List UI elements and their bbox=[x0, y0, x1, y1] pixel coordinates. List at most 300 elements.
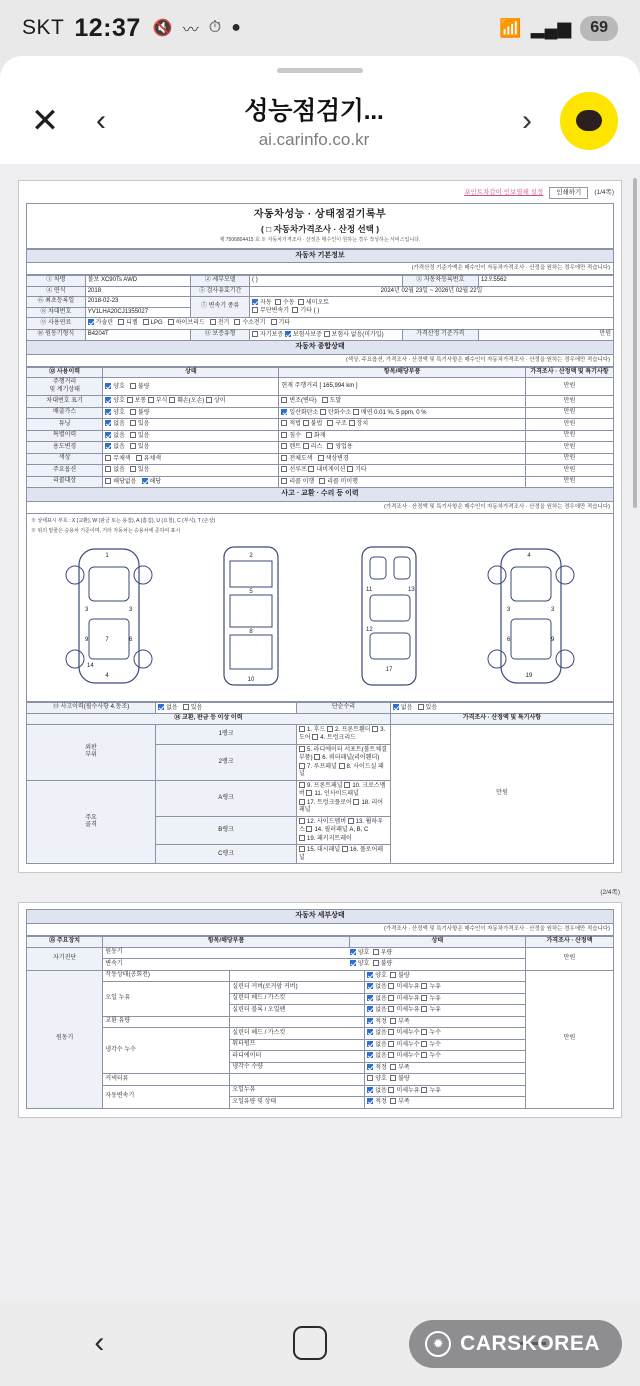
row-item bbox=[279, 453, 526, 465]
close-button[interactable] bbox=[22, 98, 68, 144]
cell-value: 2024년 02월 23일 ~ 2026년 02월 22일 bbox=[250, 286, 614, 297]
table-row bbox=[103, 971, 525, 982]
battery-badge: 69 bbox=[580, 16, 618, 41]
checkbox-option-none[interactable] bbox=[105, 466, 111, 472]
system-navigation-bar bbox=[0, 1300, 640, 1386]
checkbox-vin-corrosion[interactable] bbox=[148, 397, 154, 403]
state-label: 미세누유 bbox=[396, 1087, 420, 1094]
state-label: 누수 bbox=[429, 1041, 441, 1048]
checkbox-special-yes[interactable] bbox=[130, 432, 136, 438]
browser-sheet bbox=[0, 56, 640, 1386]
checkbox-tuning-none[interactable] bbox=[105, 420, 111, 426]
row-label: 튜닝 bbox=[27, 419, 103, 431]
legend-line-2: ※ 위의 밑줄은 승용차 기준이며, 기타 자동차는 승용차에 준하여 표시 bbox=[31, 528, 181, 535]
checkbox-oilpan-minor[interactable] bbox=[388, 1006, 394, 1012]
col-header: 상태 bbox=[349, 937, 525, 948]
document-viewport[interactable] bbox=[0, 164, 640, 1314]
svg-text:3: 3 bbox=[128, 606, 133, 613]
checkbox-vin-normal[interactable] bbox=[127, 397, 133, 403]
table-row bbox=[27, 702, 614, 714]
vertical-scrollbar[interactable] bbox=[633, 178, 637, 508]
table-header-row bbox=[27, 714, 614, 725]
checkbox-rear-panel[interactable] bbox=[353, 799, 359, 805]
checkbox-full-repaint[interactable] bbox=[281, 455, 287, 461]
state-label: 불량 bbox=[137, 383, 150, 390]
rank-label: 2랭크 bbox=[156, 744, 297, 780]
checkbox-hydrogen-label: 수소전기 bbox=[242, 320, 266, 327]
page-2-indicator: (2/4쪽) bbox=[600, 889, 620, 897]
item-state bbox=[365, 1039, 525, 1051]
document-title-note: 제 7506804415 호 ※ 자동차가격조사 · 산정은 매수인이 원하는 경우 작성하는 서비스입니다. bbox=[219, 237, 421, 244]
item-state bbox=[348, 959, 525, 970]
checkbox-good[interactable] bbox=[105, 383, 111, 389]
checkbox-structure[interactable] bbox=[327, 420, 333, 426]
checkbox-oilqty-low[interactable] bbox=[390, 1018, 396, 1024]
car-side-view-diagram bbox=[212, 541, 290, 691]
state-label: 훼손(오손) bbox=[177, 398, 205, 405]
checkbox-headgasket-leak[interactable] bbox=[421, 995, 427, 1001]
checkbox-hc[interactable] bbox=[320, 409, 326, 415]
rank-a-parts bbox=[297, 780, 391, 816]
checkbox-radiator-support[interactable] bbox=[299, 746, 305, 752]
option-label: 없음 bbox=[400, 704, 413, 711]
transmission-checks bbox=[250, 297, 614, 318]
row-item: 현재 주행거리 [ 165,994 km ] bbox=[279, 378, 526, 396]
checkbox-commercial[interactable] bbox=[327, 443, 333, 449]
row-item bbox=[279, 442, 526, 454]
state-label: 양호 bbox=[113, 409, 125, 416]
item-label: 리스 bbox=[310, 444, 323, 451]
col-header: 가격조사 · 산정액 및 특기사항 bbox=[390, 714, 613, 725]
item-label: 선루프 bbox=[289, 467, 307, 474]
checkbox-flood[interactable] bbox=[281, 432, 287, 438]
carskorea-watermark bbox=[409, 1320, 622, 1368]
checkbox-oilpan-none[interactable] bbox=[367, 1006, 373, 1012]
state-label: 없음 bbox=[113, 432, 125, 439]
checkbox-quarter-panel[interactable] bbox=[314, 754, 320, 760]
svg-text:10: 10 bbox=[247, 676, 255, 683]
detail-state-table bbox=[26, 936, 614, 1109]
checkbox-headgasket-none[interactable] bbox=[367, 995, 373, 1001]
checkbox-self-warranty[interactable] bbox=[252, 331, 258, 337]
checkbox-hybrid[interactable] bbox=[168, 319, 174, 325]
checkbox-vin-damage[interactable] bbox=[169, 397, 175, 403]
checkbox-lease[interactable] bbox=[303, 443, 309, 449]
state-label: 양호 bbox=[357, 961, 370, 967]
row-price: 만원 bbox=[525, 378, 613, 396]
checkbox-headgasket-minor[interactable] bbox=[388, 995, 394, 1001]
checkbox-coolantqty-ok[interactable] bbox=[367, 1064, 373, 1070]
checkbox-trans-good[interactable] bbox=[350, 960, 356, 966]
page-url: ai.carinfo.co.kr bbox=[258, 130, 370, 149]
item-state bbox=[365, 993, 525, 1005]
checkbox-smoke[interactable] bbox=[353, 409, 359, 415]
checkbox-chromatic[interactable] bbox=[136, 455, 142, 461]
checkbox-fuel-other[interactable] bbox=[271, 319, 277, 325]
pillar-sublabels: A, B, C bbox=[349, 827, 369, 834]
section-overall-header: 자동차 종합상태 bbox=[26, 341, 614, 355]
checkbox-coolant-head-none[interactable] bbox=[367, 1029, 373, 1035]
checkbox-emission-good[interactable] bbox=[105, 409, 111, 415]
checkbox-color-change[interactable] bbox=[318, 455, 324, 461]
cell-label: ⑨ 사용연료 bbox=[27, 318, 86, 330]
item-sub: 오일유량 및 상태 bbox=[230, 1097, 365, 1108]
item-label: 탄화수소 bbox=[328, 409, 352, 416]
part-label: 18. 리어패널 bbox=[299, 799, 384, 814]
nav-back-icon[interactable]: ‹ bbox=[94, 1326, 105, 1359]
item-sub: 실린더 헤드 / 가스킷 bbox=[230, 1028, 365, 1040]
checkbox-manual[interactable] bbox=[275, 299, 281, 305]
row-label: 배출가스 bbox=[27, 407, 103, 419]
document-title: 자동차성능 · 상태점검기록부 bbox=[253, 209, 387, 221]
svg-text:14: 14 bbox=[86, 662, 94, 669]
back-button[interactable] bbox=[78, 98, 124, 144]
checkbox-dash-panel[interactable] bbox=[299, 846, 305, 852]
row-state bbox=[103, 453, 279, 465]
checkbox-vin-diff[interactable] bbox=[206, 397, 212, 403]
checkbox-other-trans-label: 기타 ( ) bbox=[300, 308, 320, 315]
checkbox-usage-yes[interactable] bbox=[130, 443, 136, 449]
part-label: 12. 사이드멤버 bbox=[307, 818, 346, 825]
checkbox-cvt[interactable] bbox=[252, 307, 258, 313]
state-label: 없음 bbox=[375, 1053, 387, 1059]
part-label: 6. 쿼터패널(리어휀더) bbox=[322, 755, 380, 762]
checkbox-auto[interactable] bbox=[252, 299, 258, 305]
state-label: 있음 bbox=[137, 467, 150, 474]
row-state bbox=[103, 430, 279, 442]
checkbox-trunk-lid[interactable] bbox=[312, 734, 318, 740]
svg-text:12: 12 bbox=[365, 626, 373, 633]
checkbox-oilqty-ok[interactable] bbox=[367, 1018, 373, 1024]
cell-value: YV1LHA20CJ1355027 bbox=[85, 307, 191, 318]
row-item bbox=[279, 419, 526, 431]
state-label: 미세누수 bbox=[396, 1053, 420, 1059]
checkbox-sunroof[interactable] bbox=[281, 466, 287, 472]
checkbox-waterpump-none[interactable] bbox=[367, 1041, 373, 1047]
row-label: 주요옵션 bbox=[27, 465, 103, 477]
checkbox-repair-yes[interactable] bbox=[418, 704, 424, 710]
checkbox-electric[interactable] bbox=[210, 319, 216, 325]
checkbox-atoil-minor[interactable] bbox=[388, 1087, 394, 1093]
checkbox-oilpan-leak[interactable] bbox=[421, 1006, 427, 1012]
state-label: 없음 bbox=[375, 1030, 387, 1036]
checkbox-front-panel[interactable] bbox=[299, 782, 305, 788]
state-label: 불량 bbox=[380, 961, 393, 967]
row-label: 주요 골격 bbox=[27, 780, 156, 864]
rank1-parts bbox=[297, 724, 391, 744]
checkbox-atqty-low[interactable] bbox=[390, 1098, 396, 1104]
state-label: 양호 bbox=[113, 383, 125, 390]
state-label: 미세누수 bbox=[396, 1041, 420, 1048]
vibrate-icon: 〰 bbox=[182, 21, 199, 39]
kakao-chat-button[interactable] bbox=[560, 92, 618, 150]
checkbox-side-member[interactable] bbox=[299, 818, 305, 824]
item-label: 변속기 bbox=[105, 960, 123, 967]
checkbox-no-warranty-label: 보험사 없음(미가입) bbox=[331, 331, 384, 338]
table-row bbox=[27, 442, 614, 454]
checkbox-hydrogen[interactable] bbox=[234, 319, 240, 325]
table-row bbox=[27, 430, 614, 442]
table-row bbox=[27, 453, 614, 465]
mute-icon: 🔇 bbox=[152, 20, 173, 37]
row-label: 특별이력 bbox=[27, 430, 103, 442]
checkbox-side-sill[interactable] bbox=[339, 763, 345, 769]
table-row bbox=[103, 948, 525, 959]
checkbox-gasoline[interactable] bbox=[88, 319, 94, 325]
svg-text:2: 2 bbox=[249, 552, 253, 559]
state-label: 없음 bbox=[113, 467, 125, 474]
checkbox-floor-panel[interactable] bbox=[342, 846, 348, 852]
checkbox-waterpump-minor[interactable] bbox=[388, 1041, 394, 1047]
checkbox-atoil-none[interactable] bbox=[367, 1087, 373, 1093]
inspection-record-page-2 bbox=[18, 902, 622, 1117]
cell-label: ⑩ 원동기형식 bbox=[27, 329, 86, 341]
checkbox-emission-bad[interactable] bbox=[130, 409, 136, 415]
checkbox-atqty-ok[interactable] bbox=[367, 1098, 373, 1104]
checkbox-connector-good[interactable] bbox=[367, 1075, 373, 1081]
checkbox-special-none[interactable] bbox=[105, 432, 111, 438]
table-row bbox=[27, 476, 614, 488]
svg-text:8: 8 bbox=[249, 628, 253, 635]
checkbox-semiauto[interactable] bbox=[298, 299, 304, 305]
checkbox-front-fender[interactable] bbox=[327, 726, 333, 732]
accident-options bbox=[156, 702, 297, 714]
item-label: 영업용 bbox=[335, 444, 353, 451]
table-row bbox=[27, 329, 614, 341]
checkbox-recall-na[interactable] bbox=[105, 478, 111, 484]
checkbox-rockercover-minor[interactable] bbox=[388, 983, 394, 989]
checkbox-door[interactable] bbox=[372, 726, 378, 732]
part-label: 3. 도어 bbox=[299, 726, 386, 742]
checkbox-rent[interactable] bbox=[281, 443, 287, 449]
row-state bbox=[103, 396, 279, 408]
group-label: 원동기 bbox=[27, 970, 103, 1108]
checkbox-semiauto-label: 세미오토 bbox=[305, 299, 330, 306]
checkbox-insurer-warranty-label: 보험사보증 bbox=[292, 331, 322, 338]
checkbox-hybrid-label: 하이브리드 bbox=[175, 320, 205, 327]
checkbox-trans-bad[interactable] bbox=[373, 960, 379, 966]
table-row bbox=[27, 407, 614, 419]
svg-text:1: 1 bbox=[105, 552, 109, 559]
row-label: 리콜대상 bbox=[27, 476, 103, 488]
rank-label: C랭크 bbox=[156, 845, 297, 864]
part-label: 16. 플로어패널 bbox=[299, 847, 384, 861]
row-price: 만원 bbox=[525, 476, 613, 488]
checkbox-co[interactable] bbox=[281, 409, 287, 415]
checkbox-no-warranty[interactable] bbox=[324, 331, 330, 337]
checkbox-waterpump-leak[interactable] bbox=[421, 1041, 427, 1047]
carskorea-label: CARSKOREA bbox=[460, 1332, 600, 1355]
checkbox-recall-done[interactable] bbox=[281, 478, 287, 484]
part-label: 7. 루프패널 bbox=[307, 763, 337, 770]
option-label: 있음 bbox=[425, 704, 438, 711]
cell-label: ⑥ 최초등록일 bbox=[27, 297, 86, 308]
table-row bbox=[27, 970, 614, 1108]
table-row bbox=[103, 1085, 525, 1097]
emission-values: 0.01 %, 5 ppm, 0 % bbox=[374, 409, 427, 416]
state-label: 불량 bbox=[398, 972, 410, 979]
checkbox-illegal[interactable] bbox=[303, 420, 309, 426]
part-label: 10. 크로스멤버 bbox=[299, 782, 386, 798]
row-price: 만원 bbox=[525, 396, 613, 408]
checkbox-vin-altered[interactable] bbox=[281, 397, 287, 403]
state-label: 우량 bbox=[380, 949, 393, 956]
checkbox-vin-good[interactable] bbox=[105, 397, 111, 403]
row-label: 용도변경 bbox=[27, 442, 103, 454]
item-sub: 실린더 커버(로커암 커버) bbox=[230, 982, 365, 994]
checkbox-cross-member[interactable] bbox=[344, 782, 350, 788]
item-state bbox=[365, 971, 525, 982]
table-row bbox=[103, 1016, 525, 1028]
status-icons-right bbox=[499, 16, 618, 41]
checkbox-other-trans[interactable] bbox=[292, 307, 298, 313]
state-label: 미세누유 bbox=[396, 1007, 420, 1013]
checkbox-roof-panel[interactable] bbox=[299, 763, 305, 769]
item-label: 변조(변타) bbox=[289, 398, 317, 405]
cell-label: ⑤ 검사유효기간 bbox=[191, 286, 250, 297]
chevron-right-icon: › bbox=[522, 103, 532, 137]
checkbox-repair-none[interactable] bbox=[393, 704, 399, 710]
part-label: 13. 휠하우스 bbox=[299, 818, 384, 834]
row-item bbox=[279, 476, 526, 488]
section-basic-info-header: 자동차 기본정보 bbox=[26, 249, 614, 264]
state-label: 부족 bbox=[398, 1099, 410, 1105]
checkbox-package-tray[interactable] bbox=[299, 835, 305, 841]
section-detail-header: 자동차 세부상태 bbox=[26, 909, 614, 924]
rank2-parts bbox=[297, 744, 391, 780]
checkbox-bad[interactable] bbox=[130, 383, 136, 389]
row-price: 만원 bbox=[525, 453, 613, 465]
checkbox-connector-bad[interactable] bbox=[390, 1075, 396, 1081]
checkbox-lpg[interactable] bbox=[143, 319, 149, 325]
checkbox-engine-good[interactable] bbox=[350, 949, 356, 955]
address-area[interactable] bbox=[134, 91, 494, 150]
row-state bbox=[103, 378, 279, 396]
state-label: 유채색 bbox=[143, 455, 162, 462]
checkbox-accident-none[interactable] bbox=[158, 704, 164, 710]
engine-detail-items bbox=[103, 970, 526, 1108]
part-label: 4. 트렁크리드 bbox=[320, 735, 356, 742]
state-label: 적정 bbox=[375, 1018, 387, 1025]
checkbox-atoil-leak[interactable] bbox=[421, 1087, 427, 1093]
item-state bbox=[365, 1062, 525, 1074]
checkbox-legal[interactable] bbox=[281, 420, 287, 426]
item-label: 냉각수 누수 bbox=[103, 1028, 229, 1074]
checkbox-device[interactable] bbox=[349, 420, 355, 426]
checkbox-insurer-warranty[interactable] bbox=[285, 331, 291, 337]
table-row bbox=[103, 1028, 525, 1040]
rank-c-parts bbox=[297, 845, 391, 864]
checkbox-coolant-head-leak[interactable] bbox=[421, 1029, 427, 1035]
dot-icon: ● bbox=[231, 19, 241, 36]
part-label: 1. 후드 bbox=[307, 726, 326, 733]
car-front-view-diagram bbox=[65, 541, 153, 691]
checkbox-coolantqty-low[interactable] bbox=[390, 1064, 396, 1070]
checkbox-idle-good[interactable] bbox=[367, 972, 373, 978]
checkbox-tuning-yes[interactable] bbox=[130, 420, 136, 426]
checkbox-coolant-head-minor[interactable] bbox=[388, 1029, 394, 1035]
checkbox-recall-pending[interactable] bbox=[319, 478, 325, 484]
checkbox-pillar-panel[interactable] bbox=[306, 826, 312, 832]
section-overall-note: (색상, 주요옵션, 가격조사 · 산정액 및 특기사항은 매수인이 자동차가격조사 · 산정을 원하는 경우에만 적습니다) bbox=[26, 355, 614, 367]
item-label: 내비게이션 bbox=[316, 467, 346, 474]
checkbox-engine-excellent[interactable] bbox=[373, 949, 379, 955]
item-state bbox=[365, 1028, 525, 1040]
status-icons-left bbox=[153, 17, 241, 40]
checkbox-option-yes[interactable] bbox=[130, 466, 136, 472]
checkbox-rockercover-leak[interactable] bbox=[421, 983, 427, 989]
state-label: 무채색 bbox=[113, 455, 131, 462]
table-row bbox=[103, 1074, 525, 1086]
fuel-checks bbox=[85, 318, 613, 330]
damage-diagram bbox=[26, 514, 614, 702]
rank-label: B랭크 bbox=[156, 816, 297, 845]
checkbox-trunk-floor[interactable] bbox=[299, 799, 305, 805]
checkbox-fire[interactable] bbox=[306, 432, 312, 438]
table-row bbox=[27, 419, 614, 431]
checkbox-recall-yes[interactable] bbox=[142, 478, 148, 484]
item-label: 커넥터류 bbox=[103, 1074, 229, 1086]
svg-text:9: 9 bbox=[551, 636, 555, 643]
item-label: 리콜 이행 bbox=[289, 478, 315, 485]
part-label: 9. 프론트패널 bbox=[307, 782, 343, 789]
checkbox-option-other[interactable] bbox=[347, 466, 353, 472]
row-price: 만원 bbox=[525, 430, 613, 442]
state-label: 양호 bbox=[375, 1076, 387, 1082]
item-label: 도말 bbox=[329, 398, 342, 405]
checkbox-rockercover-none[interactable] bbox=[367, 983, 373, 989]
print-notice-link[interactable]: 포인트차감이 인보열해 설정 bbox=[464, 189, 544, 196]
checkbox-wheel-house[interactable] bbox=[348, 818, 354, 824]
checkbox-achromatic[interactable] bbox=[105, 455, 111, 461]
svg-text:17: 17 bbox=[385, 666, 393, 673]
item-sub bbox=[230, 1016, 365, 1028]
cell-value: ( ) bbox=[250, 276, 403, 287]
checkbox-idle-bad[interactable] bbox=[390, 972, 396, 978]
checkbox-accident-yes[interactable] bbox=[183, 704, 189, 710]
row-item bbox=[279, 407, 526, 419]
checkbox-vin-erased[interactable] bbox=[322, 397, 328, 403]
checkbox-diesel[interactable] bbox=[118, 319, 124, 325]
part-label: 14. 필러패널 bbox=[314, 827, 348, 834]
state-label: 적정 bbox=[375, 1099, 387, 1105]
item-sub bbox=[230, 1074, 365, 1086]
table-row bbox=[27, 465, 614, 477]
checkbox-usage-none[interactable] bbox=[105, 443, 111, 449]
print-button[interactable]: 인쇄하기 bbox=[549, 187, 588, 199]
cell-value: 2018 bbox=[85, 286, 191, 297]
item-state bbox=[348, 948, 525, 959]
checkbox-radiator-minor[interactable] bbox=[388, 1052, 394, 1058]
row-label: 색상 bbox=[27, 453, 103, 465]
forward-button[interactable] bbox=[504, 98, 550, 144]
nav-home-icon[interactable] bbox=[293, 1326, 327, 1360]
accident-history-table bbox=[26, 702, 614, 865]
state-label: 불량 bbox=[398, 1076, 410, 1082]
state-label: 없음 bbox=[113, 421, 125, 428]
checkbox-radiator-leak[interactable] bbox=[421, 1052, 427, 1058]
checkbox-hood[interactable] bbox=[299, 726, 305, 732]
car-rear-view-diagram bbox=[487, 541, 575, 691]
checkbox-inside-panel[interactable] bbox=[306, 790, 312, 796]
wifi-icon: 📶 bbox=[499, 17, 522, 38]
row-price: 만원 bbox=[525, 407, 613, 419]
table-row bbox=[27, 378, 614, 396]
checkbox-radiator-none[interactable] bbox=[367, 1052, 373, 1058]
checkbox-navigation[interactable] bbox=[308, 466, 314, 472]
cell-label: ④ 연식 bbox=[27, 286, 86, 297]
table-row bbox=[27, 396, 614, 408]
